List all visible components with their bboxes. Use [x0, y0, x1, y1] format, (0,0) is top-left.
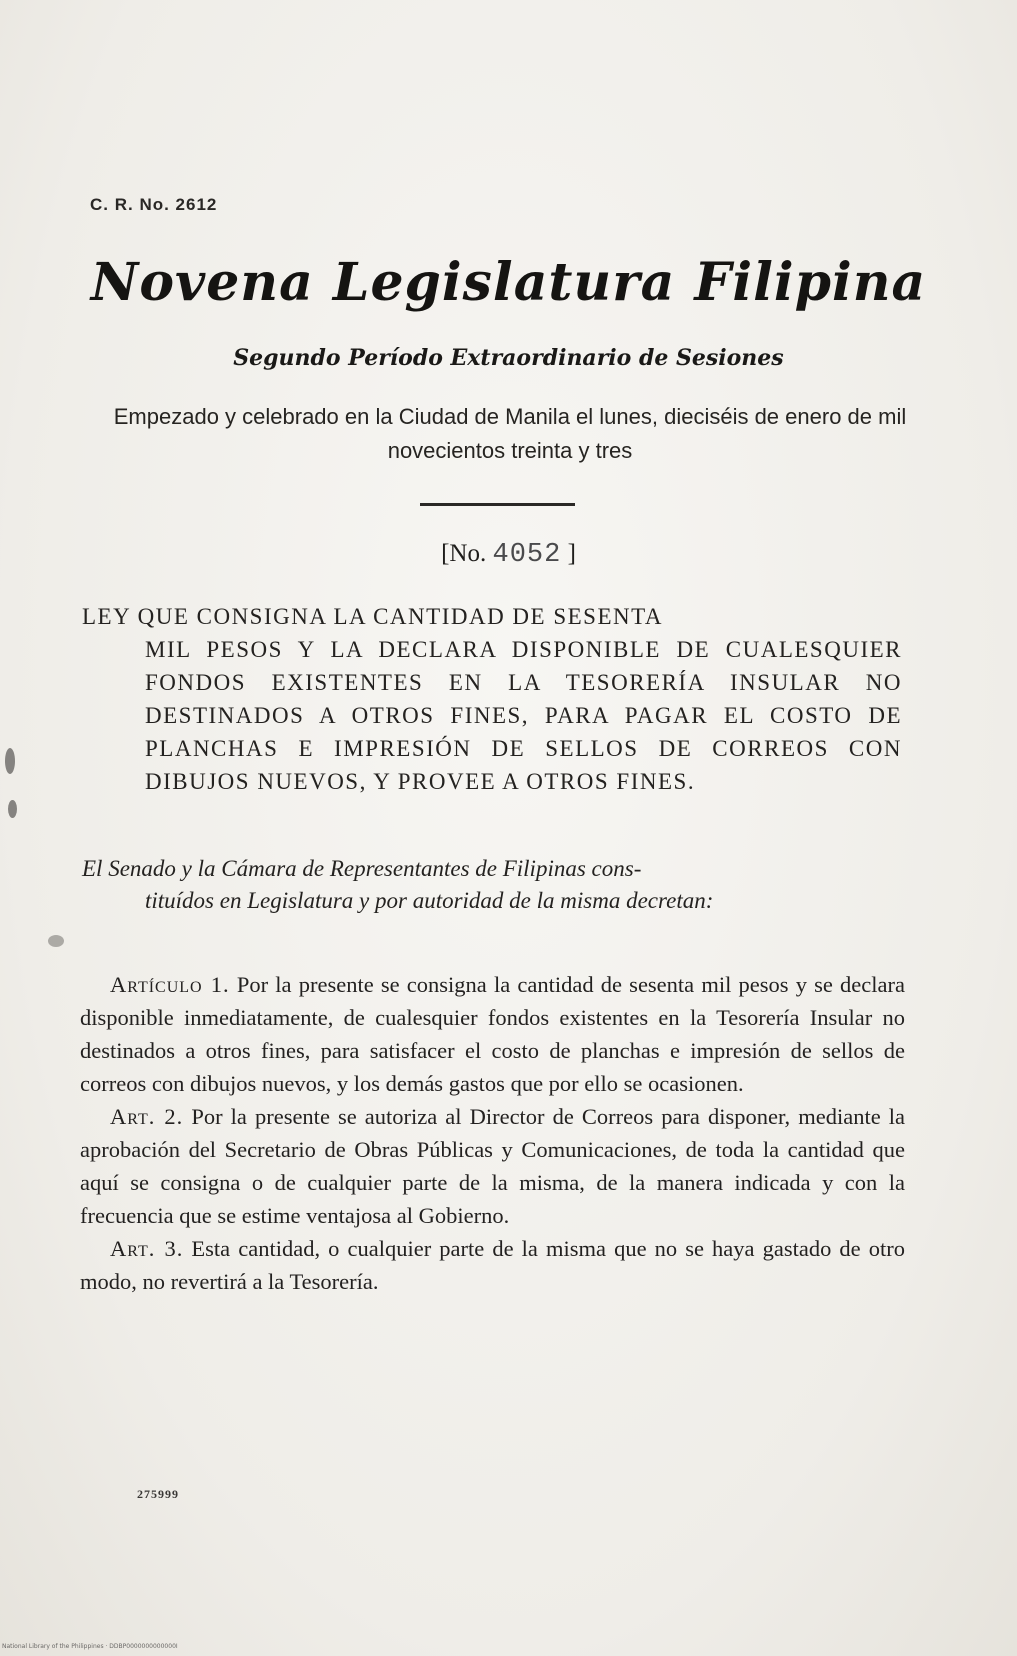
- session-subtitle: Segundo Período Extraordinario de Sesiones: [233, 345, 784, 371]
- article-3-text: Esta cantidad, o cualquier parte de la misma que no se haya gastado de otro modo, no revertirá a la Tesorería.: [80, 1236, 905, 1294]
- cr-number: C. R. No. 2612: [90, 195, 218, 214]
- legislature-title: Novena Legislatura Filipina: [90, 252, 927, 313]
- archive-footer: National Library of the Philippines · DDBP0000000000000I: [2, 1643, 178, 1650]
- enacting-clause: [82, 853, 902, 917]
- bill-number: [0, 540, 1017, 570]
- bill-number-value: 4052: [492, 540, 562, 570]
- article-3: [80, 1232, 905, 1298]
- ink-smudge: [8, 800, 17, 818]
- articles-body: [80, 968, 905, 1298]
- enacting-clause-rest: tituídos en Legislatura y por autoridad de la misma decretan:: [145, 888, 714, 913]
- article-2-label: Art. 2.: [110, 1104, 184, 1129]
- ink-smudge: [48, 935, 64, 947]
- law-title-first-line: LEY QUE CONSIGNA LA CANTIDAD DE SESENTA: [82, 604, 663, 629]
- divider-rule: [420, 503, 575, 506]
- law-title: [82, 600, 902, 798]
- article-1-text: Por la presente se consigna la cantidad de sesenta mil pesos y se declara disponible inmediatamente, de cualesquier fondos existentes en la Tesorería Insular no destinados a otros fines, para satisfacer el costo de planchas e impresión de sellos de correos con dibujos nuevos, y los demás gastos que por ello se ocasionen.: [80, 972, 905, 1096]
- bill-number-close: ]: [567, 540, 576, 567]
- article-3-label: Art. 3.: [110, 1236, 184, 1261]
- article-1: [80, 968, 905, 1100]
- article-2-text: Por la presente se autoriza al Director de Correos para disponer, mediante la aprobación del Secretario de Obras Públicas y Comunicaciones, de toda la cantidad que aquí se consigna o de cualquier parte de la misma, de la manera indicada y con la frecuencia que se estime ventajosa al Gobierno.: [80, 1104, 905, 1228]
- bill-number-open: [No.: [441, 540, 487, 567]
- article-1-label: Artículo 1.: [110, 972, 230, 997]
- ink-smudge: [5, 748, 15, 774]
- article-2: [80, 1100, 905, 1232]
- enacting-clause-first: El Senado y la Cámara de Representantes de Filipinas cons-: [82, 856, 642, 881]
- print-number: 275999: [137, 1487, 179, 1501]
- law-title-rest: MIL PESOS Y LA DECLARA DISPONIBLE DE CUALESQUIER FONDOS EXISTENTES EN LA TESORERÍA INSULAR NO DESTINADOS A OTROS FINES, PARA PAGAR EL COSTO DE PLANCHAS E IMPRESIÓN DE SELLOS DE CORREOS CON DIBUJOS NUEVOS, Y PROVEE A OTROS FINES.: [145, 637, 902, 794]
- session-intro: Empezado y celebrado en la Ciudad de Manila el lunes, dieciséis de enero de mil novecientos treinta y tres: [113, 404, 907, 463]
